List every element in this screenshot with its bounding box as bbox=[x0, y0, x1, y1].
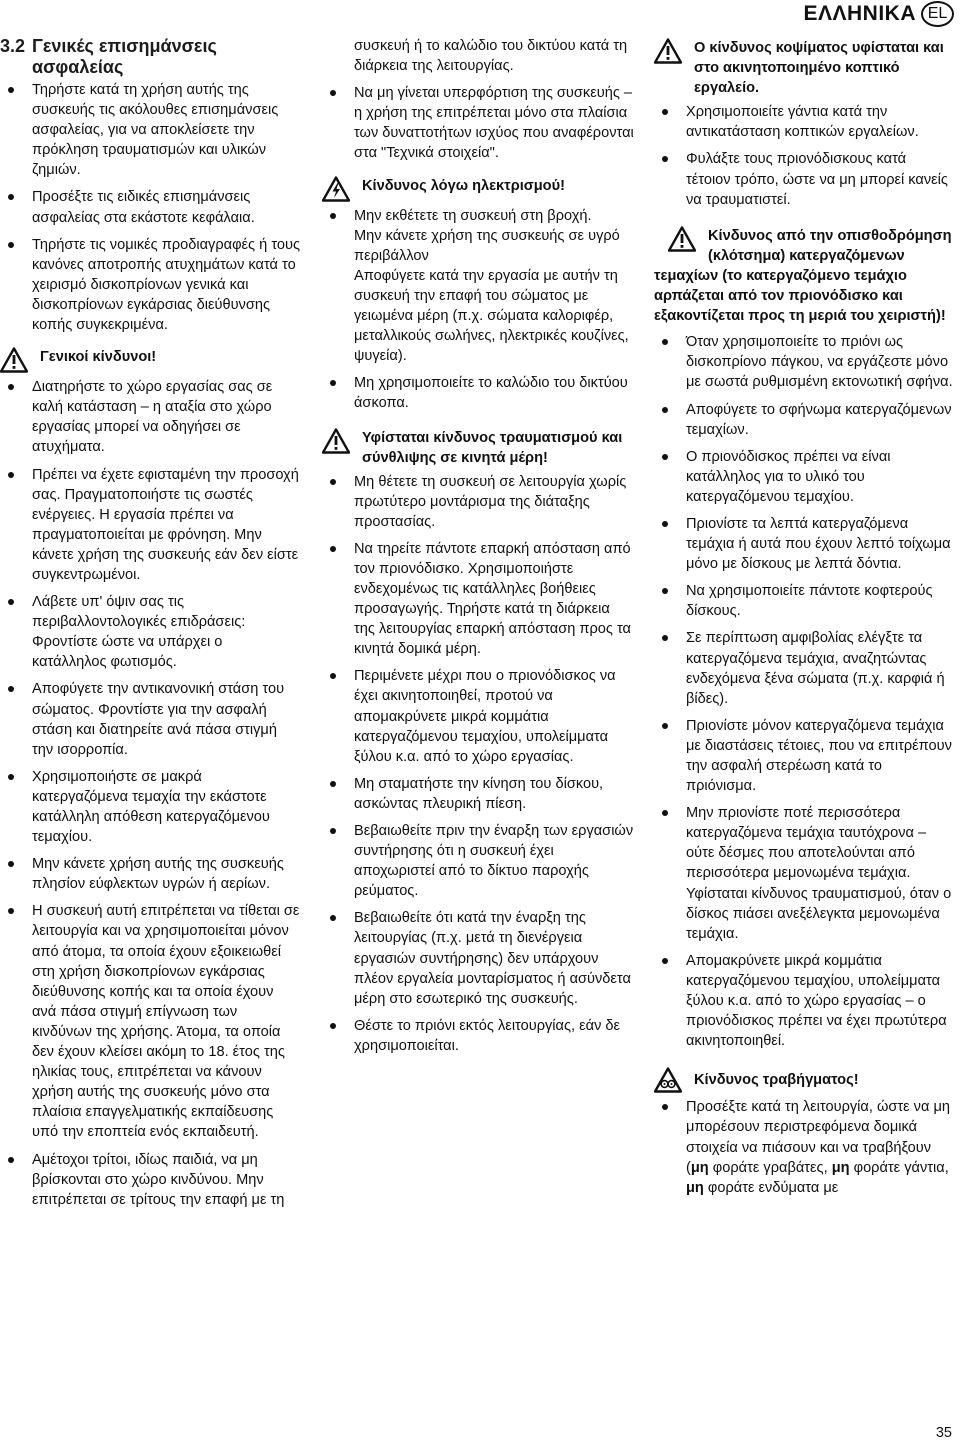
list-item: Μη σταματήστε την κίνηση του δίσκου, ασκώντας πλευρική πίεση. bbox=[322, 774, 634, 814]
warning-general: Γενικοί κίνδυνοι! bbox=[0, 347, 300, 373]
entanglement-warning-icon bbox=[654, 1067, 682, 1093]
warning-injury: Υφίσταται κίνδυνος τραυματισμού και σύνθλιψης σε κινητά μέρη! bbox=[322, 428, 634, 468]
list-item: Αποφύγετε την αντικανονική στάση του σώματος. Φροντίστε για την ασφαλή στάση και διατηρείτε ανά πάσα στιγμή την ισορροπία. bbox=[0, 679, 300, 759]
list-a bbox=[654, 102, 954, 209]
list-b bbox=[654, 332, 954, 1051]
warning-kickback: Κίνδυνος από την οπισθοδρόμηση (κλότσημα) κατεργαζόμενων τεμαχίων (το κατεργαζόμενο τεμάχιο αρπάζεται από τον πριονόδισκο και εξακοντίζεται προς τη μεριά του χειριστή)! bbox=[654, 227, 952, 325]
general-list bbox=[0, 377, 300, 1210]
list-item: Όταν χρησιμοποιείτε το πριόνι ως δισκοπρίονο πάγκου, να εργάζεστε μόνο με σωστά ρυθμισμένη εκτονωτική σφήνα. bbox=[654, 332, 954, 392]
list-item: Χρησιμοποιήστε σε μακρά κατεργαζόμενα τεμαχία την εκάστοτε κατάλληλη απόθεση κατεργαζόμενου τεμαχίου. bbox=[0, 767, 300, 847]
list-c bbox=[322, 472, 634, 1057]
list-item: Τηρήστε τις νομικές προδιαγραφές ή τους κανόνες αποτροπής ατυχημάτων κατά το χειρισμό δισκοπρίονων γενικά και δισκοπρίονων εγκάρσιας διεύθυνσης κοπής συγκεκριμένα. bbox=[0, 235, 300, 335]
intro-list bbox=[0, 80, 300, 335]
warning-icon bbox=[654, 38, 682, 64]
electricity-warning-icon bbox=[322, 176, 350, 202]
list-item: Σε περίπτωση αμφιβολίας ελέγξτε τα κατεργαζόμενα τεμάχια, αναζητώντας ενδεχόμενα ξένα σώματα (π.χ. καρφιά ή βίδες). bbox=[654, 628, 954, 708]
language-badge: EL bbox=[921, 1, 954, 27]
language-title: ΕΛΛΗΝΙΚΑ bbox=[803, 2, 916, 25]
list-item: Προσέξτε κατά τη λειτουργία, ώστε να μη μπορέσουν περιστρεφόμενα δομικά στοιχεία να πιάσουν και να τραβήξουν (μη φοράτε γραβάτες, μη φοράτε γάντια, μη φοράτε ενδύματα με bbox=[654, 1097, 954, 1197]
list-item: Μην εκθέτετε τη συσκευή στη βροχή. Μην κάνετε χρήση της συσκευής σε υγρό περιβάλλον Αποφύγετε κατά την εργασία με αυτήν τη συσκευή την επαφή του σώματος με γειωμένα μέρη (π.χ. σώματα καλοριφέρ, μεταλλικούς σωλήνες, ηλεκτρικές κουζίνες, ψυγεία). bbox=[322, 206, 634, 367]
list-item: Περιμένετε μέχρι που ο πριονόδισκος να έχει ακινητοποιηθεί, προτού να απομακρύνετε μικρά κομμάτια κατεργαζόμενου τεμαχίου, υπολείμματα ξύλου κ.α. από το χώρο εργασίας. bbox=[322, 666, 634, 766]
list-b bbox=[322, 206, 634, 414]
section-number: 3.2 bbox=[0, 36, 26, 56]
list-item: Βεβαιωθείτε ότι κατά την έναρξη της λειτουργίας (π.χ. μετά τη διενέργεια εργασιών συντήρησης) δεν υπάρχουν πλέον εργαλεία μονταρίσματος ή ασύνδετα μέρη στο εσωτερικό της συσκευής. bbox=[322, 908, 634, 1008]
list-item: Μη χρησιμοποιείτε το καλώδιο του δικτύου άσκοπα. bbox=[322, 373, 634, 413]
list-item: Μην πριονίστε ποτέ περισσότερα κατεργαζόμενα τεμάχια ταυτόχρονα – ούτε δέσμες που αποτελούνται από περισσότερα μεμονωμένα τεμάχια. Υφίσταται κίνδυνος τραυματισμού, όταν ο δίσκος πιάσει ανεξέλεγκτα μεμονωμένα τεμάχια. bbox=[654, 803, 954, 944]
list-item: Πρέπει να έχετε εφισταμένη την προσοχή σας. Πραγματοποιήστε τις σωστές ενέργειες. Η εργασία πρέπει να πραγματοποιείται με φρόνηση. Μην κάνετε χρήση της συσκευής εάν δεν είστε συγκεντρωμένοι. bbox=[0, 465, 300, 586]
list-item: Να χρησιμοποιείτε πάντοτε κοφτερούς δίσκους. bbox=[654, 581, 954, 621]
list-item: Ο πριονόδισκος πρέπει να είναι κατάλληλος για το υλικό του κατεργαζόμενου τεμαχίου. bbox=[654, 447, 954, 507]
list-item: Λάβετε υπ' όψιν σας τις περιβαλλοντολογικές επιδράσεις: Φροντίστε ώστε να υπάρχει ο κατάλληλος φωτισμός. bbox=[0, 592, 300, 672]
list-item: Αμέτοχοι τρίτοι, ιδίως παιδιά, να μη βρίσκονται στο χώρο κινδύνου. Μην επιτρέπεται σε τρίτους την επαφή με τη bbox=[0, 1150, 300, 1210]
page-number: 35 bbox=[935, 1425, 952, 1441]
continued-text: συσκευή ή το καλώδιο του δικτύου κατά τη διάρκεια της λειτουργίας. bbox=[354, 38, 628, 75]
list-item: Βεβαιωθείτε πριν την έναρξη των εργασιών συντήρησης ότι η συσκευή έχει αποχωριστεί από το δίκτυο παροχής ρεύματος. bbox=[322, 821, 634, 901]
list-item: Φυλάξτε τους πριονόδισκους κατά τέτοιον τρόπο, ώστε να μη μπορεί κανείς να τραυματιστεί. bbox=[654, 149, 954, 209]
list-item: Αποφύγετε το σφήνωμα κατεργαζόμενων τεμαχίων. bbox=[654, 400, 954, 440]
warning-blade: Ο κίνδυνος κοψίματος υφίσταται και στο ακινητοποιημένο κοπτικό εργαλείο. bbox=[654, 38, 954, 98]
section-heading bbox=[0, 36, 300, 78]
list-item: Προσέξτε τις ειδικές επισημάνσεις ασφαλείας στα εκάστοτε κεφάλαια. bbox=[0, 187, 300, 227]
list-item: Τηρήστε κατά τη χρήση αυτής της συσκευής τις ακόλουθες επισημάνσεις ασφαλείας, για να αποκλείσετε την πρόκληση τραυματισμών και υλικών ζημιών. bbox=[0, 80, 300, 180]
list-item: Μη θέτετε τη συσκευή σε λειτουργία χωρίς πρωτύτερο μοντάρισμα της διάταξης προστασίας. bbox=[322, 472, 634, 532]
list-a bbox=[322, 83, 634, 163]
list-item: Θέστε το πριόνι εκτός λειτουργίας, εάν δε χρησιμοποιείται. bbox=[322, 1016, 634, 1056]
warning-icon bbox=[322, 428, 350, 454]
list-item: Χρησιμοποιείτε γάντια κατά την αντικατάσταση κοπτικών εργαλείων. bbox=[654, 102, 954, 142]
warning-electric: Κίνδυνος λόγω ηλεκτρισμού! bbox=[322, 176, 634, 202]
list-item: Διατηρήστε το χώρο εργασίας σας σε καλή κατάσταση – η αταξία στο χώρο εργασίας μπορεί να οδηγήσει σε ατυχήματα. bbox=[0, 377, 300, 457]
list-c bbox=[654, 1097, 954, 1197]
column-1 bbox=[0, 36, 300, 1217]
section-title: Γενικές επισημάνσεις ασφαλείας bbox=[32, 36, 217, 77]
list-item: Πριονίστε μόνον κατεργαζόμενα τεμάχια με διαστάσεις τέτοιες, που να επιτρέπουν την ασφαλή στερέωση κατά το πριόνισμα. bbox=[654, 716, 954, 796]
warning-pull: Κίνδυνος τραβήγματος! bbox=[654, 1067, 954, 1093]
column-2 bbox=[322, 36, 634, 1063]
warning-icon bbox=[0, 347, 28, 373]
list-item: Πριονίστε τα λεπτά κατεργαζόμενα τεμάχια ή αυτά που έχουν λεπτό τοίχωμα μόνο με δίσκους με λεπτά δόντια. bbox=[654, 514, 954, 574]
list-item: Απομακρύνετε μικρά κομμάτια κατεργαζόμενου τεμαχίου, υπολείμματα ξύλου κ.α. από το χώρο εργασίας – ο πριονόδισκος πρέπει να έχει πρωτύτερα ακινητοποιηθεί. bbox=[654, 951, 954, 1051]
list-item: Η συσκευή αυτή επιτρέπεται να τίθεται σε λειτουργία και να χρησιμοποιείται μόνον από άτομα, τα οποία έχουν εξοικειωθεί στη χρήση δισκοπρίονων εγκάρσιας διεύθυνσης κοπής και τα οποία έχουν ανά πάσα στιγμή επίγνωση των κινδύνων της χρήσης. Άτομα, τα οποία δεν έχουν κλείσει ακόμη το 18. έτος της ηλικίας τους, επιτρέπεται να κάνουν χρήση αυτής της συσκευής μόνο στα πλαίσια επαγγελματικής εκπαίδευσης υπό την εποπτεία ενός εκπαιδευτή. bbox=[0, 901, 300, 1142]
list-item: Να μη γίνεται υπερφόρτιση της συσκευής – η χρήση της επιτρέπεται μόνο στα πλαίσια των δυναττοτήτων ισχύος που αναφέρονται στα "Τεχνικά στοιχεία". bbox=[322, 83, 634, 163]
list-item: Μην κάνετε χρήση αυτής της συσκευής πλησίον εύφλεκτων υγρών ή αερίων. bbox=[0, 854, 300, 894]
warning-icon bbox=[668, 226, 696, 252]
column-3 bbox=[654, 36, 954, 1205]
list-item: Να τηρείτε πάντοτε επαρκή απόσταση από τον πριονόδισκο. Χρησιμοποιήστε ενδεχομένως τις κατάλληλες βοήθειες προσαγωγής. Τηρήστε κατά τη διάρκεια της λειτουργίας επαρκή απόσταση προς τα κινητά δομικά μέρη. bbox=[322, 539, 634, 660]
